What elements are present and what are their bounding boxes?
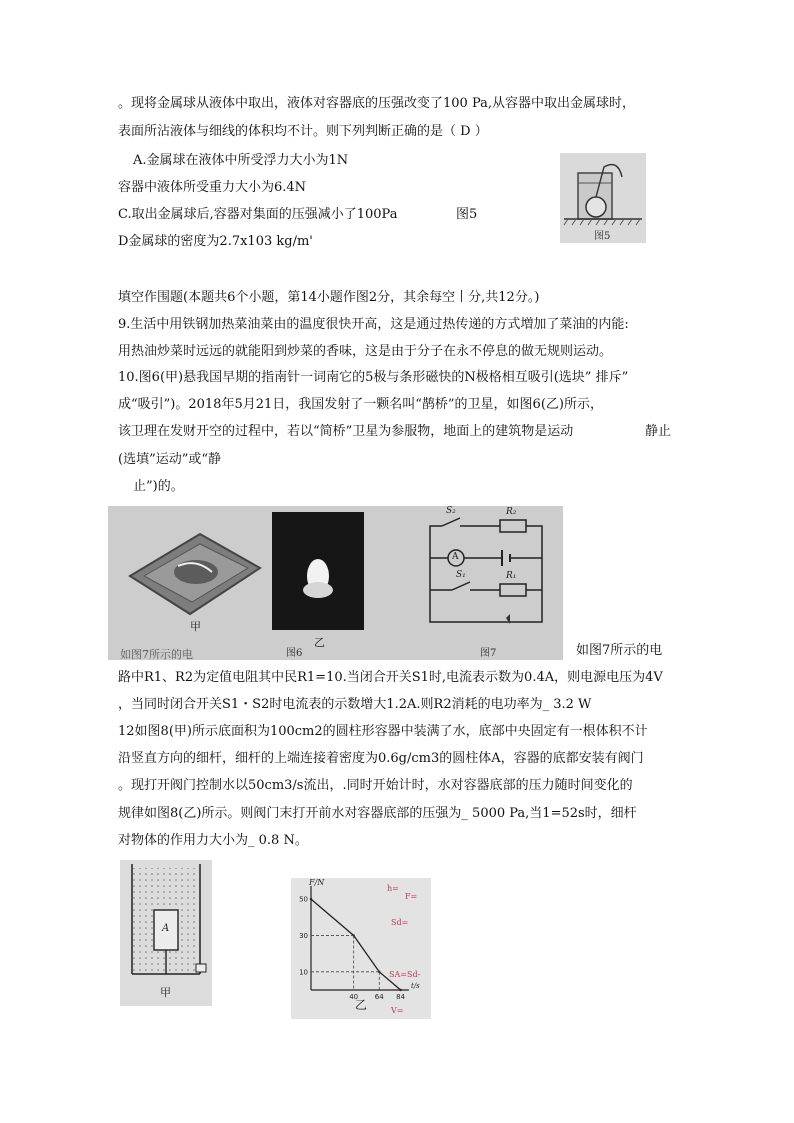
circuit-label-s2: S₂ (446, 506, 456, 516)
chart-y-tick-label: 30 (299, 931, 308, 940)
q10-line3: 该卫理在发财开空的过程中，若以“简桥”卫星为参服物，地面上的建筑物是运动 (118, 424, 574, 439)
q11-line1: 路中R1、R2为定值电阻其中民R1=10.当闭合开关S1时,电流表示数为0.4A，则电源电压为4V (118, 670, 663, 685)
q12-line4: 规律如图8(乙)所示。则阀门末打开前水对容器底部的压强为_ 5000 Pa,当1=52s时，细杆 (118, 806, 637, 821)
circuit-label-r2: R₂ (506, 507, 517, 517)
figure-6-7-strip (108, 506, 563, 660)
chart-annotation-2: F= (405, 892, 418, 901)
chart-annotation-4: SA=Sd- (389, 970, 421, 979)
figure-6-caption: 图6 (286, 648, 303, 659)
q8-option-d: D金属球的密度为2.7x103 kg/m' (118, 234, 313, 249)
figure-8-jia-caption: 甲 (160, 986, 171, 999)
q8-option-b: 容器中液体所受重力大小为6.4N (118, 180, 307, 195)
q8-line1: 。现将金属球从液体中取出，液体对容器底的压强改变了100 Pa,从容器中取出金属球时， (118, 96, 635, 111)
chart-x-tick-label: 64 (374, 993, 384, 1001)
figure-6-7-drawing (108, 506, 563, 660)
circuit-label-ammeter: A (452, 552, 459, 562)
q11-line2: ，当同时闭合开关S1・S2时电流表的示数增大1.2A.则R2消耗的电功率为_ 3.2 W (118, 697, 592, 712)
figure-6-label-jia: 甲 (190, 620, 201, 633)
q12-line5: 对物体的作用力大小为_ 0.8 N。 (118, 833, 308, 848)
figure-5-caption: 图5 (594, 231, 611, 242)
circuit-label-s1: S₁ (456, 570, 466, 580)
chart-ylabel: F/N (309, 878, 325, 887)
chart-y-tick-label: 10 (299, 968, 308, 977)
q8-option-c-fig-ref: 图5 (456, 207, 478, 222)
figure-6-label-yi: 乙 (314, 636, 325, 649)
q10-line4: (选填”运动”或“静 (118, 452, 222, 467)
figure-8-yi-chart (291, 878, 431, 1019)
q12-line1: 12如图8(甲)所示底面积为100cm2的圆柱形容器中装满了水，底部中央固定有一根体积不计 (118, 724, 648, 739)
chart-point (399, 989, 401, 991)
chart-annotation-5: V= (391, 1006, 404, 1015)
q9-line1: 9.生活中用铁钢加热菜油菜由的温度很快开高，这是通过热传递的方式増加了菜油的内能: (118, 317, 629, 332)
q9-line2: 用热油炒菜时远远的就能阳到炒菜的香味，这是由于分子在永不停息的做无规则运动。 (118, 344, 613, 359)
q12-line3: 。现打开阀门控制水以50cm3/s流出，.同时开始计时，水对容器底部的压力随时间变化的 (118, 778, 633, 793)
section-title: 填空作围题(本题共6个小题，第14小题作图2分，其余每空丨分,共12分。) (118, 290, 540, 305)
figure-7-caption: 图7 (480, 648, 497, 659)
figure-5 (560, 153, 646, 243)
q8-option-c: C.取出金属球后,容器对集面的压强减小了100Pa (118, 207, 398, 222)
chart-caption: 乙 (355, 998, 368, 1012)
chart-annotation-3: Sd= (391, 918, 409, 927)
q10-line5: 止”)的。 (133, 479, 184, 494)
q11-tail: 如图7所示的电 (576, 643, 663, 658)
chart-y-tick-label: 50 (299, 895, 308, 904)
q10-line3-answer: 静止 (645, 424, 672, 439)
q8-option-a: A.金属球在液体中所受浮力大小为1N (133, 153, 349, 168)
chart-xlabel: t/s (411, 982, 420, 990)
q10-line1: 10.图6(甲)悬我国早期的指南针一词南它的5极与条形磁快的N极格相互吸引(选块” 排斥” (118, 370, 629, 385)
chart-annotation-1: h= (387, 884, 399, 893)
chart-point (310, 898, 312, 900)
figure-6-cut-text: 如图7所示的电 (120, 648, 193, 660)
chart-x-tick-label: 84 (396, 993, 406, 1001)
q12-line2: 沿竖直方向的细杆，细杆的上端连接着密度为0.6g/cm3的圆柱体A，容器的底都安装有阀门 (118, 751, 644, 766)
circuit-label-r1: R₁ (506, 571, 517, 581)
figure-8-jia (120, 860, 212, 1006)
chart-x-tick-label: 40 (349, 993, 359, 1001)
q8-line2: 表面所沾液体与细线的体积均不计。则下列判断正确的是（ D ） (118, 124, 488, 139)
q10-line2: 成“吸引”)。2018年5月21日，我国发射了一颗名叫“鹊桥”的卫星，如图6(乙)所示， (118, 397, 603, 412)
figure-8-block-label: A (162, 923, 170, 934)
